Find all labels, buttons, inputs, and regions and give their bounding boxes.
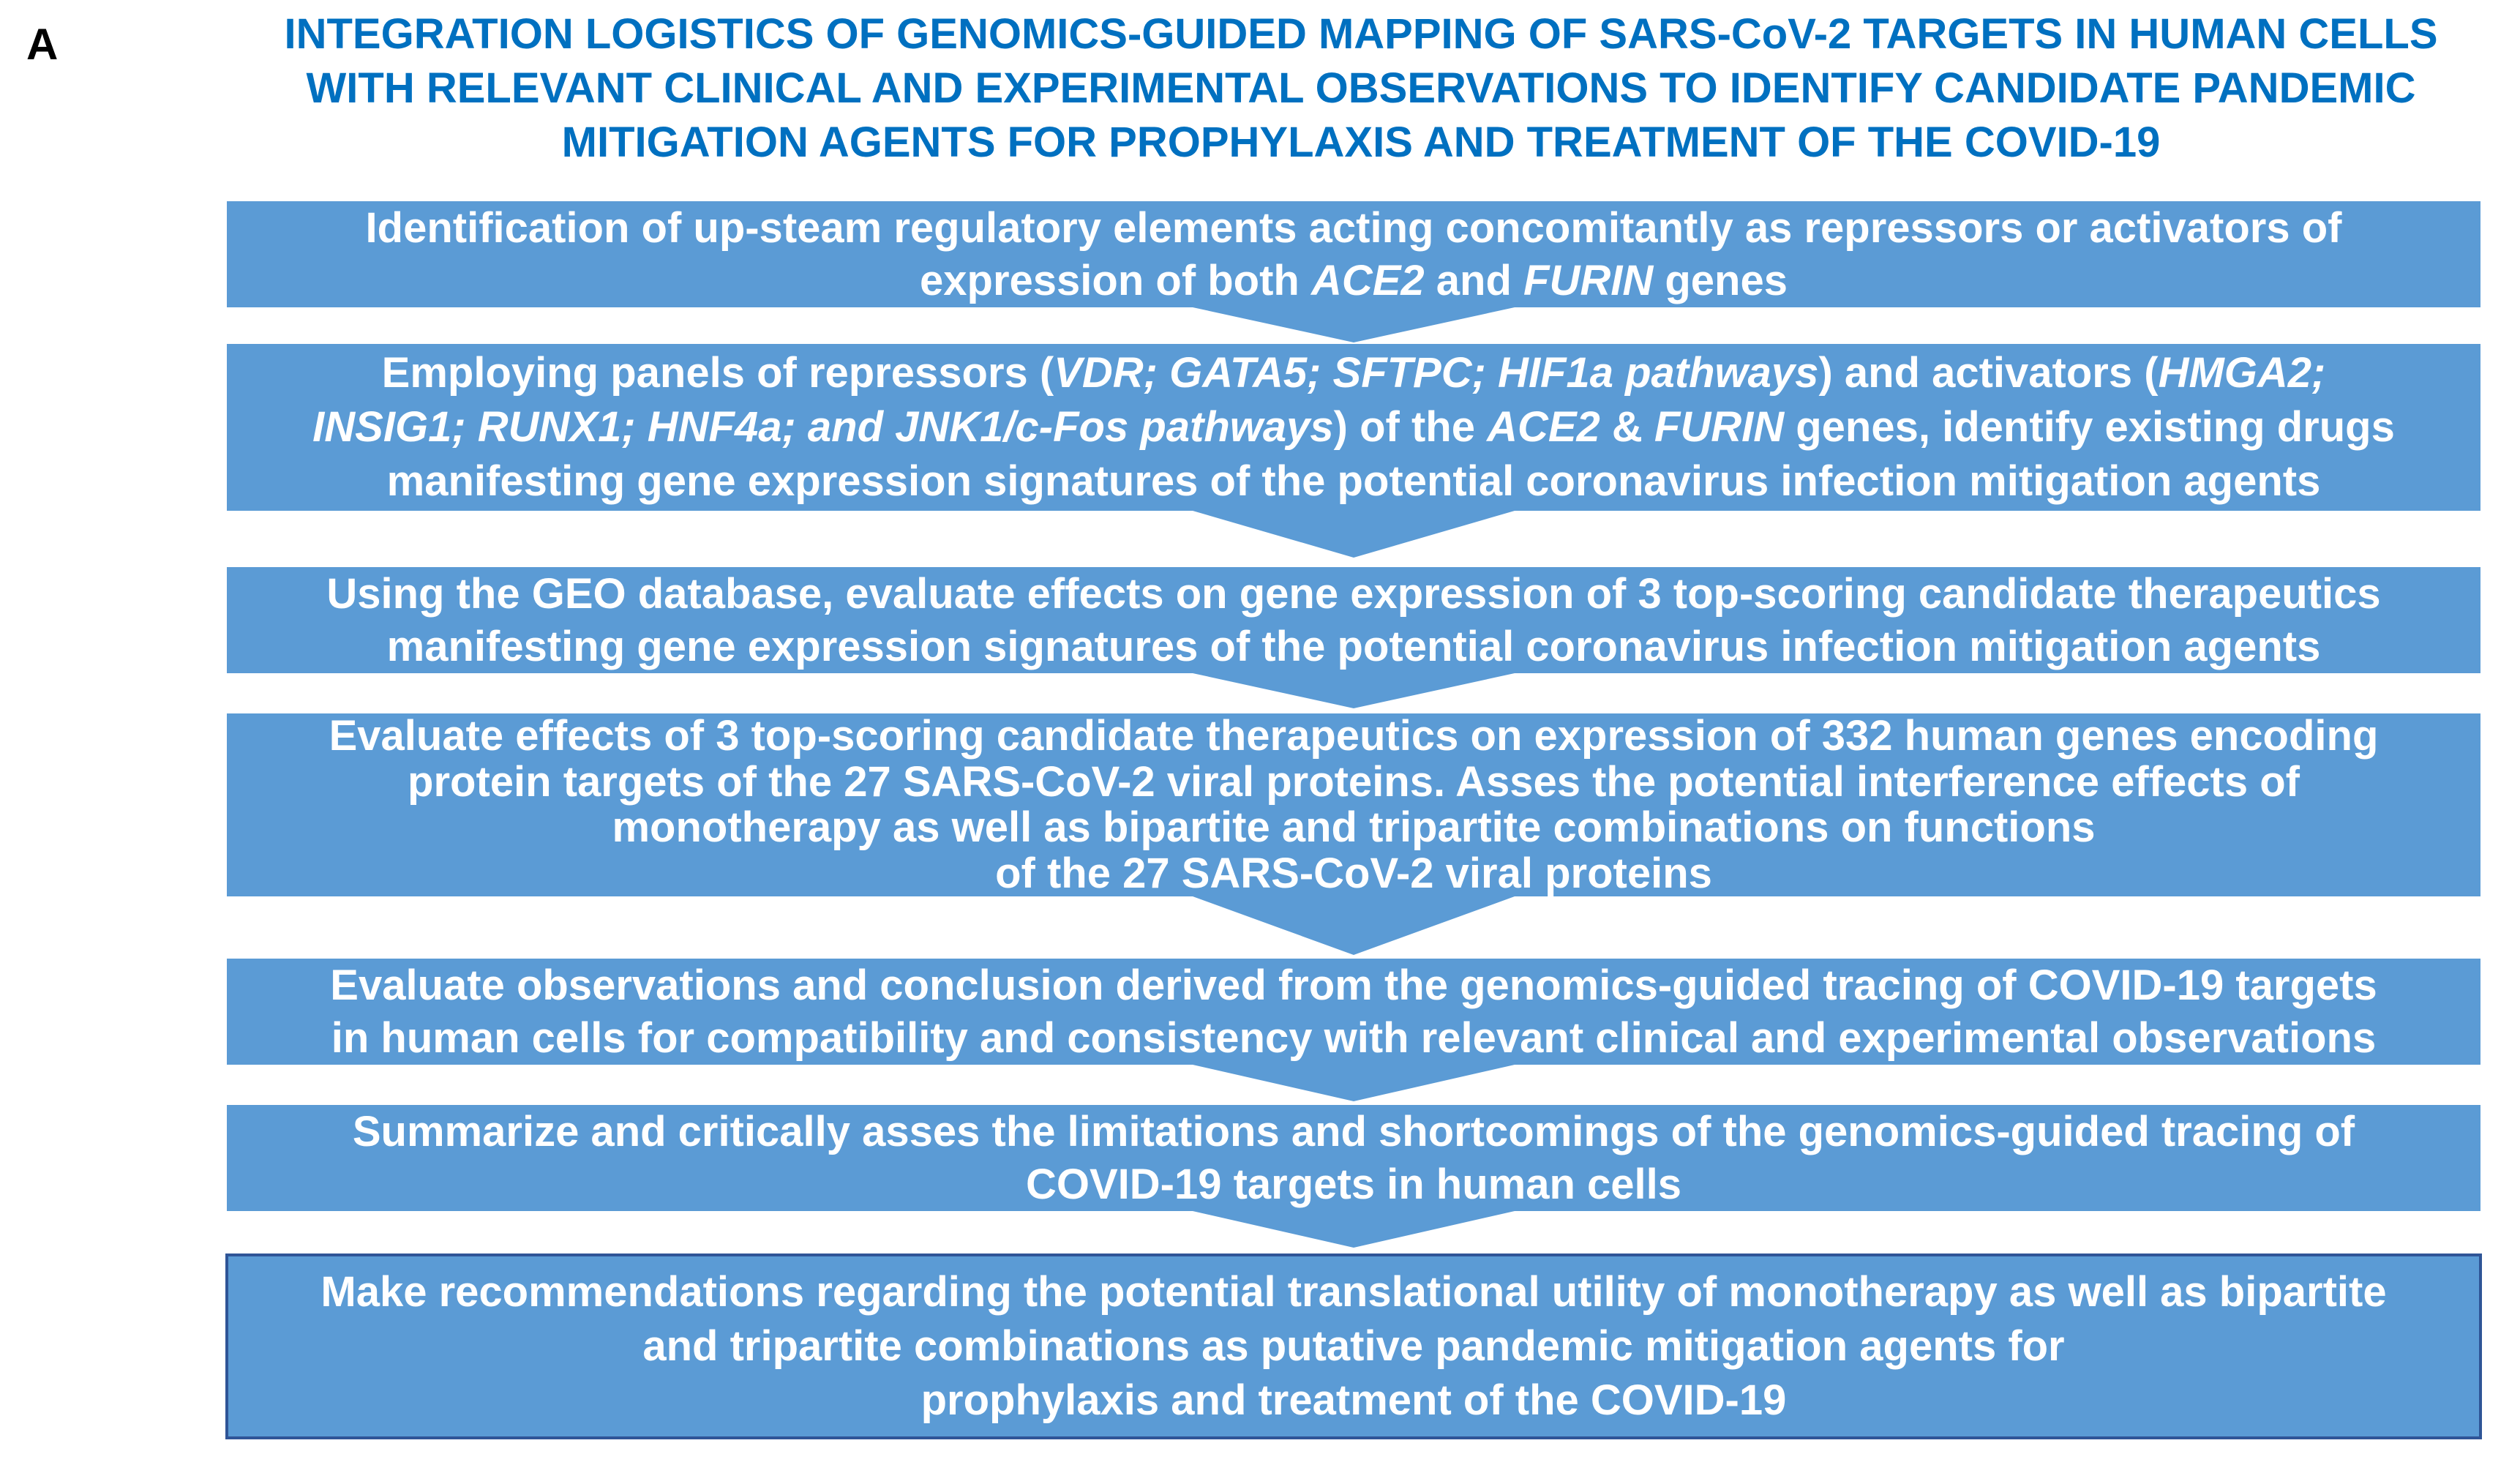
gene-name-italic: FURIN <box>1523 256 1654 304</box>
text-segment: Identification of up-steam regulatory elements acting concomitantly as repressors or activators of <box>365 203 2342 252</box>
step-6-text <box>227 1105 2480 1211</box>
step-text-line <box>227 1374 2480 1428</box>
step-text-line <box>227 568 2480 621</box>
step-2-text <box>227 344 2480 511</box>
step-7-text <box>227 1255 2480 1438</box>
text-segment: protein targets of the 27 SARS-CoV-2 viral proteins. Asses the potential interference effects of <box>408 757 2300 806</box>
step-text-line <box>227 1265 2480 1319</box>
step-text-line <box>227 805 2480 851</box>
text-segment: prophylaxis and treatment of the COVID-19 <box>920 1376 1787 1424</box>
text-segment: manifesting gene expression signatures of the potential coronavirus infection mitigation agents <box>386 622 2321 670</box>
step-text-line <box>227 400 2480 454</box>
step-text-line <box>227 713 2480 760</box>
title-line: INTEGRATION LOGISTICS OF GENOMICS-GUIDED MAPPING OF SARS-CoV-2 TARGETS IN HUMAN CELLS <box>284 10 2438 58</box>
text-segment: expression of both <box>920 256 1311 304</box>
text-segment: and tripartite combinations as putative pandemic mitigation agents for <box>642 1322 2065 1370</box>
step-text-line <box>227 346 2480 400</box>
text-segment: ) of the <box>1333 403 1488 451</box>
step-text-line <box>227 454 2480 509</box>
text-segment: and <box>1424 256 1524 304</box>
step-text-line <box>227 621 2480 673</box>
gene-name-italic: INSIG1; RUNX1; HNF4a; and JNK1/c-Fos pathways <box>312 403 1334 451</box>
text-segment: ) and activators ( <box>1818 349 2159 397</box>
text-segment: monotherapy as well as bipartite and tripartite combinations on functions <box>612 803 2096 851</box>
step-text-line <box>227 255 2480 307</box>
step-text-line <box>227 1319 2480 1374</box>
text-segment: in human cells for compatibility and consistency with relevant clinical and experimental observations <box>331 1013 2377 1062</box>
step-5-text <box>227 959 2480 1065</box>
gene-name-italic: ACE2 <box>1487 403 1600 451</box>
step-text-line <box>227 851 2480 897</box>
gene-name-italic: VDR; GATA5; SFTPC; HIF1a pathways <box>1054 349 1819 397</box>
text-segment: Evaluate effects of 3 top-scoring candidate therapeutics on expression of 332 human genes encoding <box>329 712 2379 760</box>
text-segment: & <box>1600 403 1654 451</box>
step-text-line <box>227 1012 2480 1065</box>
step-text-line <box>227 959 2480 1012</box>
text-segment: of the 27 SARS-CoV-2 viral proteins <box>995 849 1712 897</box>
step-text-line <box>227 757 2480 806</box>
text-segment: Summarize and critically asses the limitations and shortcomings of the genomics-guided tracing of <box>352 1107 2355 1155</box>
step-4-text <box>227 713 2480 896</box>
step-text-line <box>227 1158 2480 1211</box>
text-segment: Evaluate observations and conclusion derived from the genomics-guided tracing of COVID-19 targets <box>330 961 2377 1009</box>
text-segment: COVID-19 targets in human cells <box>1025 1160 1682 1208</box>
gene-name-italic: ACE2 <box>1310 256 1425 304</box>
text-segment: Make recommendations regarding the potential translational utility of monotherapy as well as bipartite <box>320 1268 2387 1316</box>
text-segment: genes, identify existing drugs <box>1784 403 2395 451</box>
step-1-text <box>227 201 2480 307</box>
title-line: WITH RELEVANT CLINICAL AND EXPERIMENTAL OBSERVATIONS TO IDENTIFY CANDIDATE PANDEMIC <box>306 64 2416 112</box>
gene-name-italic: HMGA2; <box>2158 349 2326 397</box>
step-text-line <box>227 202 2480 255</box>
step-3-text <box>227 567 2480 673</box>
title-line: MITIGATION AGENTS FOR PROPHYLAXIS AND TREATMENT OF THE COVID-19 <box>561 119 2161 166</box>
text-segment: genes <box>1653 256 1788 304</box>
step-text-line <box>227 1106 2480 1158</box>
text-segment: Using the GEO database, evaluate effects on gene expression of 3 top-scoring candidate therapeutics <box>326 569 2381 618</box>
panel-label: A <box>26 20 59 69</box>
gene-name-italic: FURIN <box>1654 403 1785 451</box>
text-segment: Employing panels of repressors ( <box>381 349 1054 397</box>
text-segment: manifesting gene expression signatures of the potential coronavirus infection mitigation agents <box>386 457 2321 505</box>
